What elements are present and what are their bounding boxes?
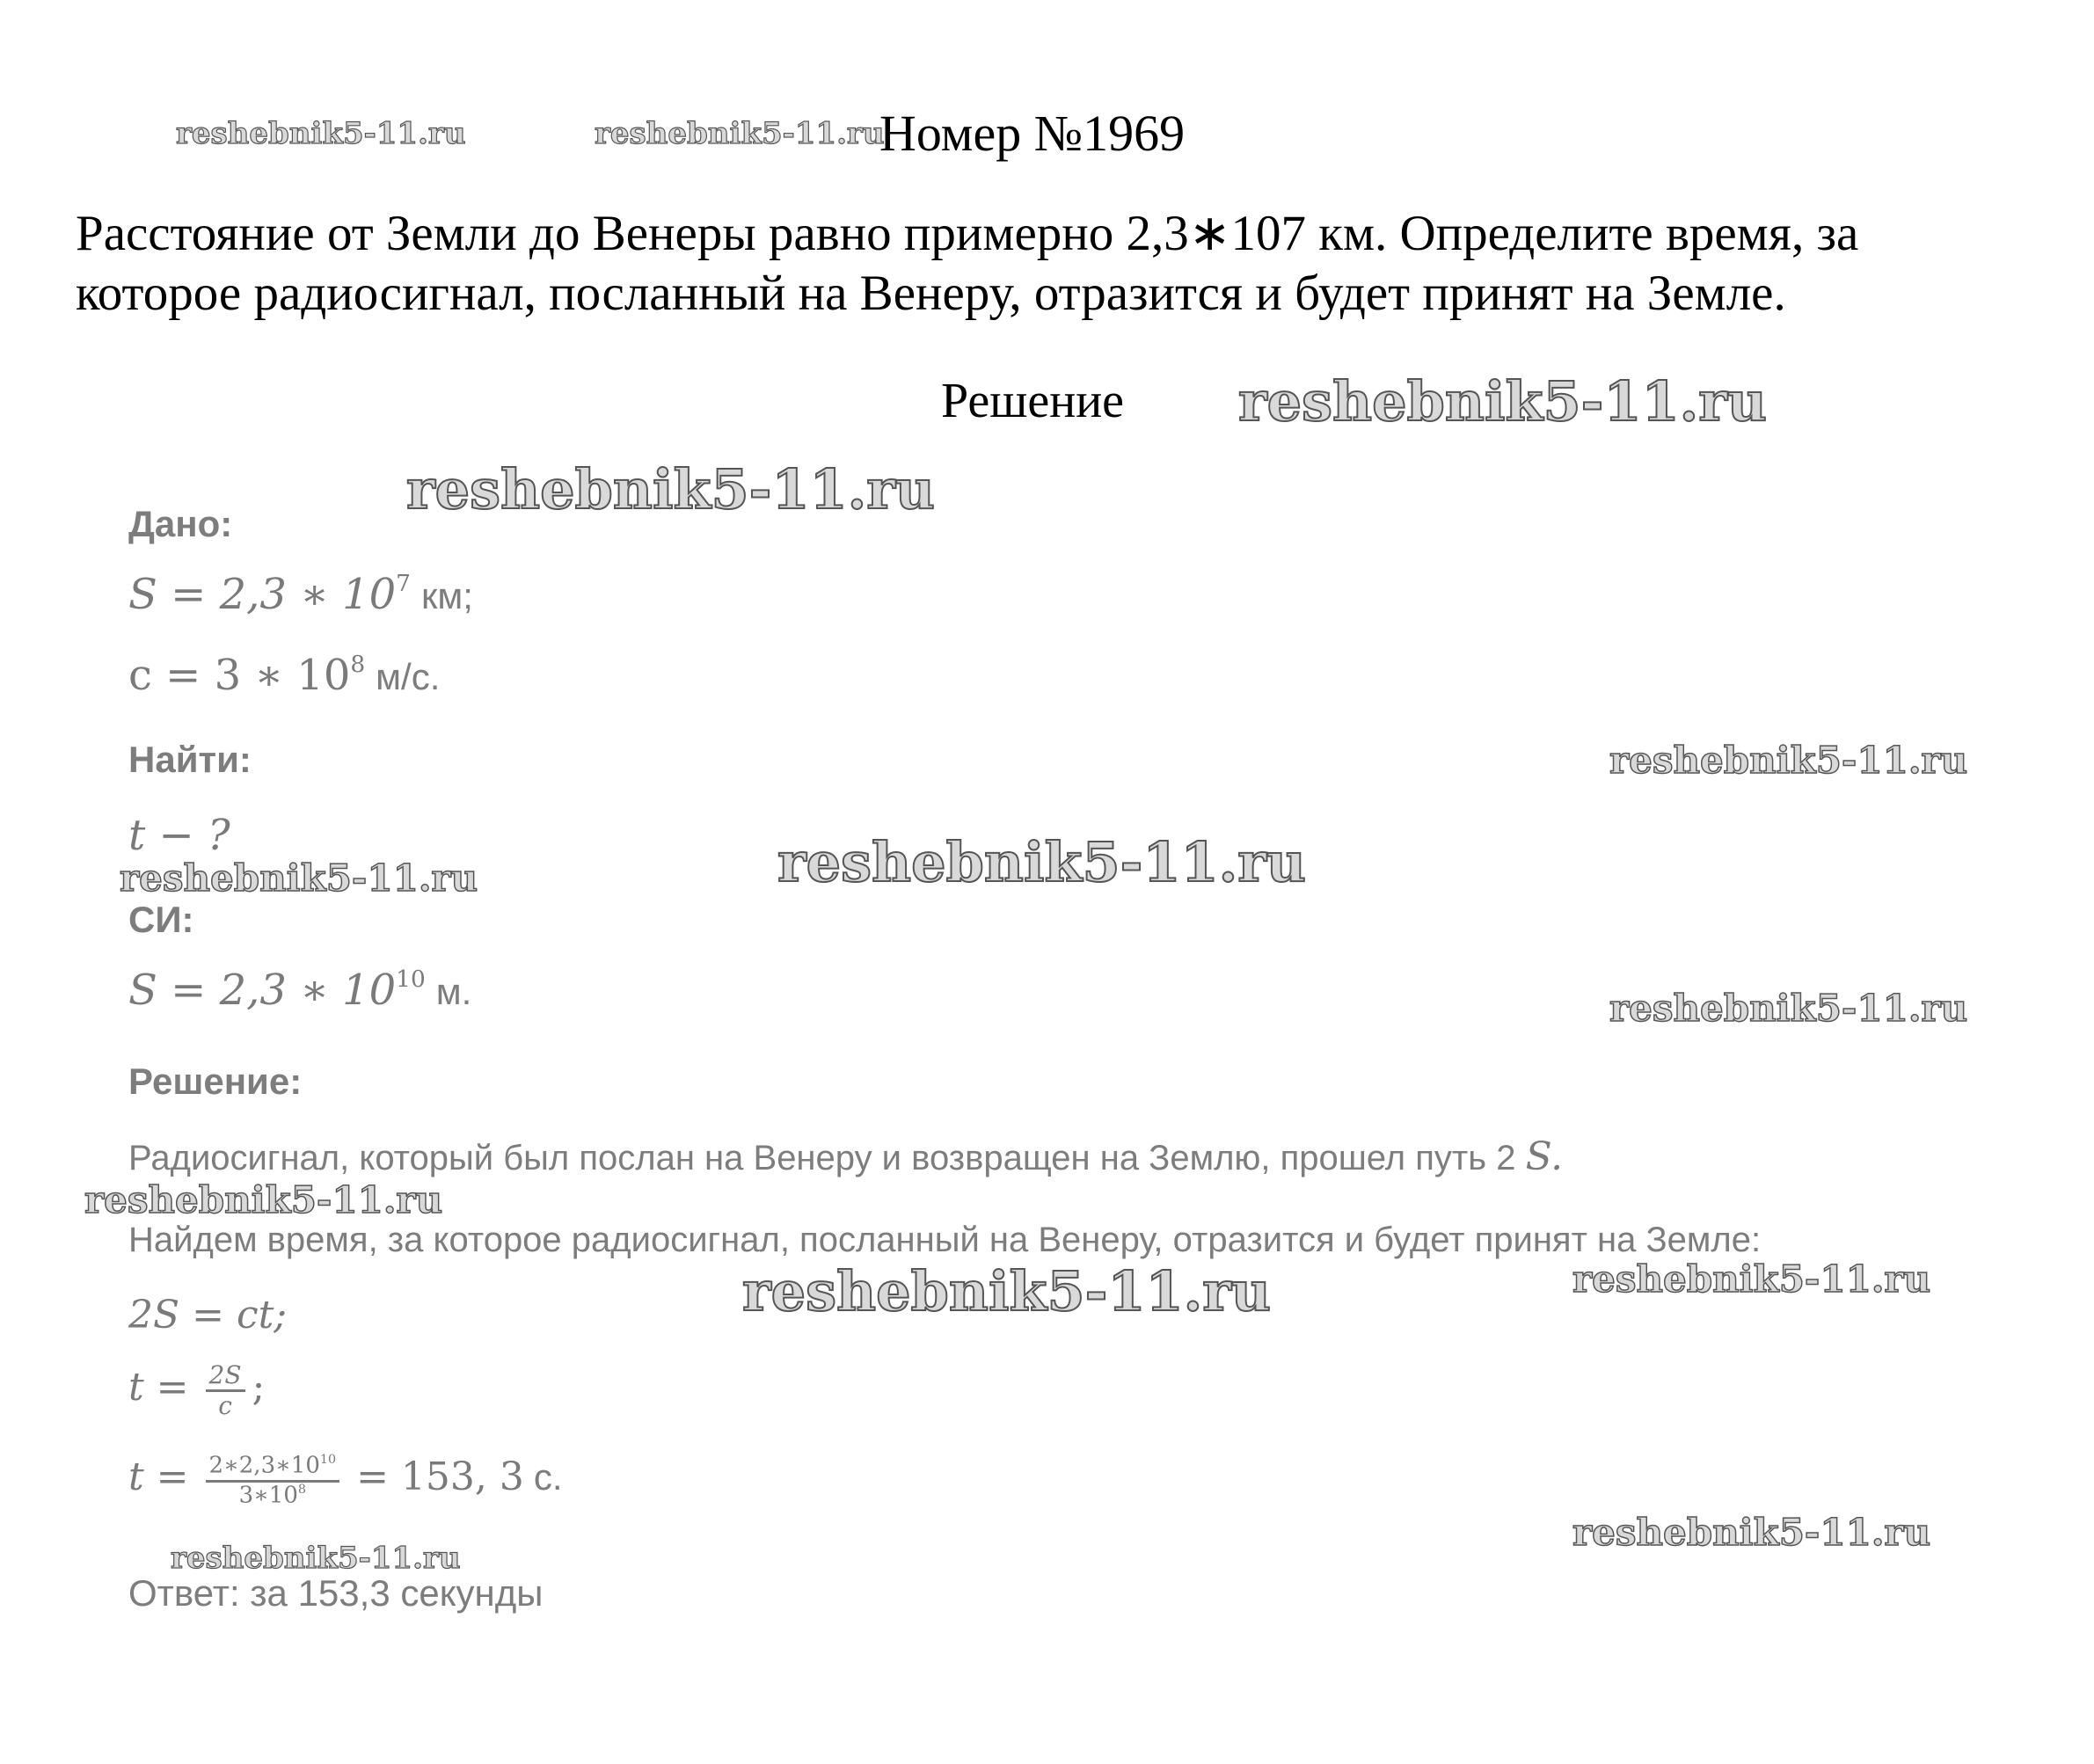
- equation-2-fraction: $\frac{2S}{c}$: [206, 1361, 245, 1420]
- watermark: reshebnik5-11.ru: [84, 1178, 443, 1221]
- watermark: reshebnik5-11.ru: [777, 830, 1306, 894]
- solution-heading: Решение: [941, 374, 1125, 428]
- answer: Ответ: за 153,3 секунды: [128, 1572, 544, 1614]
- watermark: reshebnik5-11.ru: [1609, 739, 1968, 782]
- given-speed-formula: c = 3 ∗ $10^8$: [128, 651, 366, 700]
- equation-3: t = $\frac{2∗2,3∗10^{10}}{3∗10^8}$ = 153, 3 с.: [128, 1452, 563, 1509]
- find-value: t − ?: [128, 811, 230, 860]
- given-distance-formula: S = 2,3 ∗ $10^7$: [128, 570, 411, 619]
- solution-paragraph-1: [128, 1134, 1563, 1179]
- watermark: reshebnik5-11.ru: [171, 1541, 461, 1576]
- problem-statement: [76, 204, 2046, 324]
- given-label: Дано:: [128, 503, 233, 544]
- solution-paragraph-1-text: Радиосигнал, который был послан на Венеру и возвращен на Землю, прошел путь 2: [128, 1139, 1516, 1177]
- find-label: Найти:: [128, 739, 252, 780]
- si-distance: [128, 966, 471, 1015]
- equation-1: 2S = ct;: [128, 1293, 288, 1338]
- si-distance-formula: S = 2,3 ∗ $10^{10}$: [128, 966, 426, 1015]
- watermark: reshebnik5-11.ru: [595, 116, 885, 151]
- given-distance-unit: км;: [420, 575, 473, 616]
- problem-line-1: Расстояние от Земли до Венеры равно примерно 2,3∗107 км. Определите время, за: [76, 206, 1859, 261]
- equation-2: t = $\frac{2S}{c}$ ;: [128, 1360, 266, 1421]
- given-speed-unit: м/с.: [376, 656, 441, 697]
- si-distance-unit: м.: [435, 971, 472, 1012]
- watermark: reshebnik5-11.ru: [1572, 1511, 1931, 1554]
- problem-line-2: которое радиосигнал, посланный на Венеру, отразится и будет принят на Земле.: [76, 266, 1786, 321]
- watermark: reshebnik5-11.ru: [176, 116, 466, 151]
- watermark: reshebnik5-11.ru: [1609, 987, 1968, 1030]
- watermark: reshebnik5-11.ru: [1572, 1257, 1931, 1301]
- equation-3-fraction: $\frac{2∗2,3∗10^{10}}{3∗10^8}$: [206, 1453, 340, 1509]
- solution-label: Решение:: [128, 1061, 303, 1102]
- watermark: reshebnik5-11.ru: [406, 457, 935, 521]
- watermark: reshebnik5-11.ru: [1238, 369, 1767, 434]
- watermark: reshebnik5-11.ru: [120, 856, 478, 900]
- given-distance: [128, 570, 473, 619]
- solution-paragraph-2: Найдем время, за которое радиосигнал, посланный на Венеру, отразится и будет принят на Земле:: [128, 1221, 1762, 1259]
- given-speed: [128, 651, 440, 700]
- watermark: reshebnik5-11.ru: [742, 1259, 1271, 1323]
- si-label: СИ:: [128, 899, 194, 940]
- solution-paragraph-1-math: S.: [1525, 1134, 1564, 1179]
- page-title: Номер №1969: [879, 105, 1186, 162]
